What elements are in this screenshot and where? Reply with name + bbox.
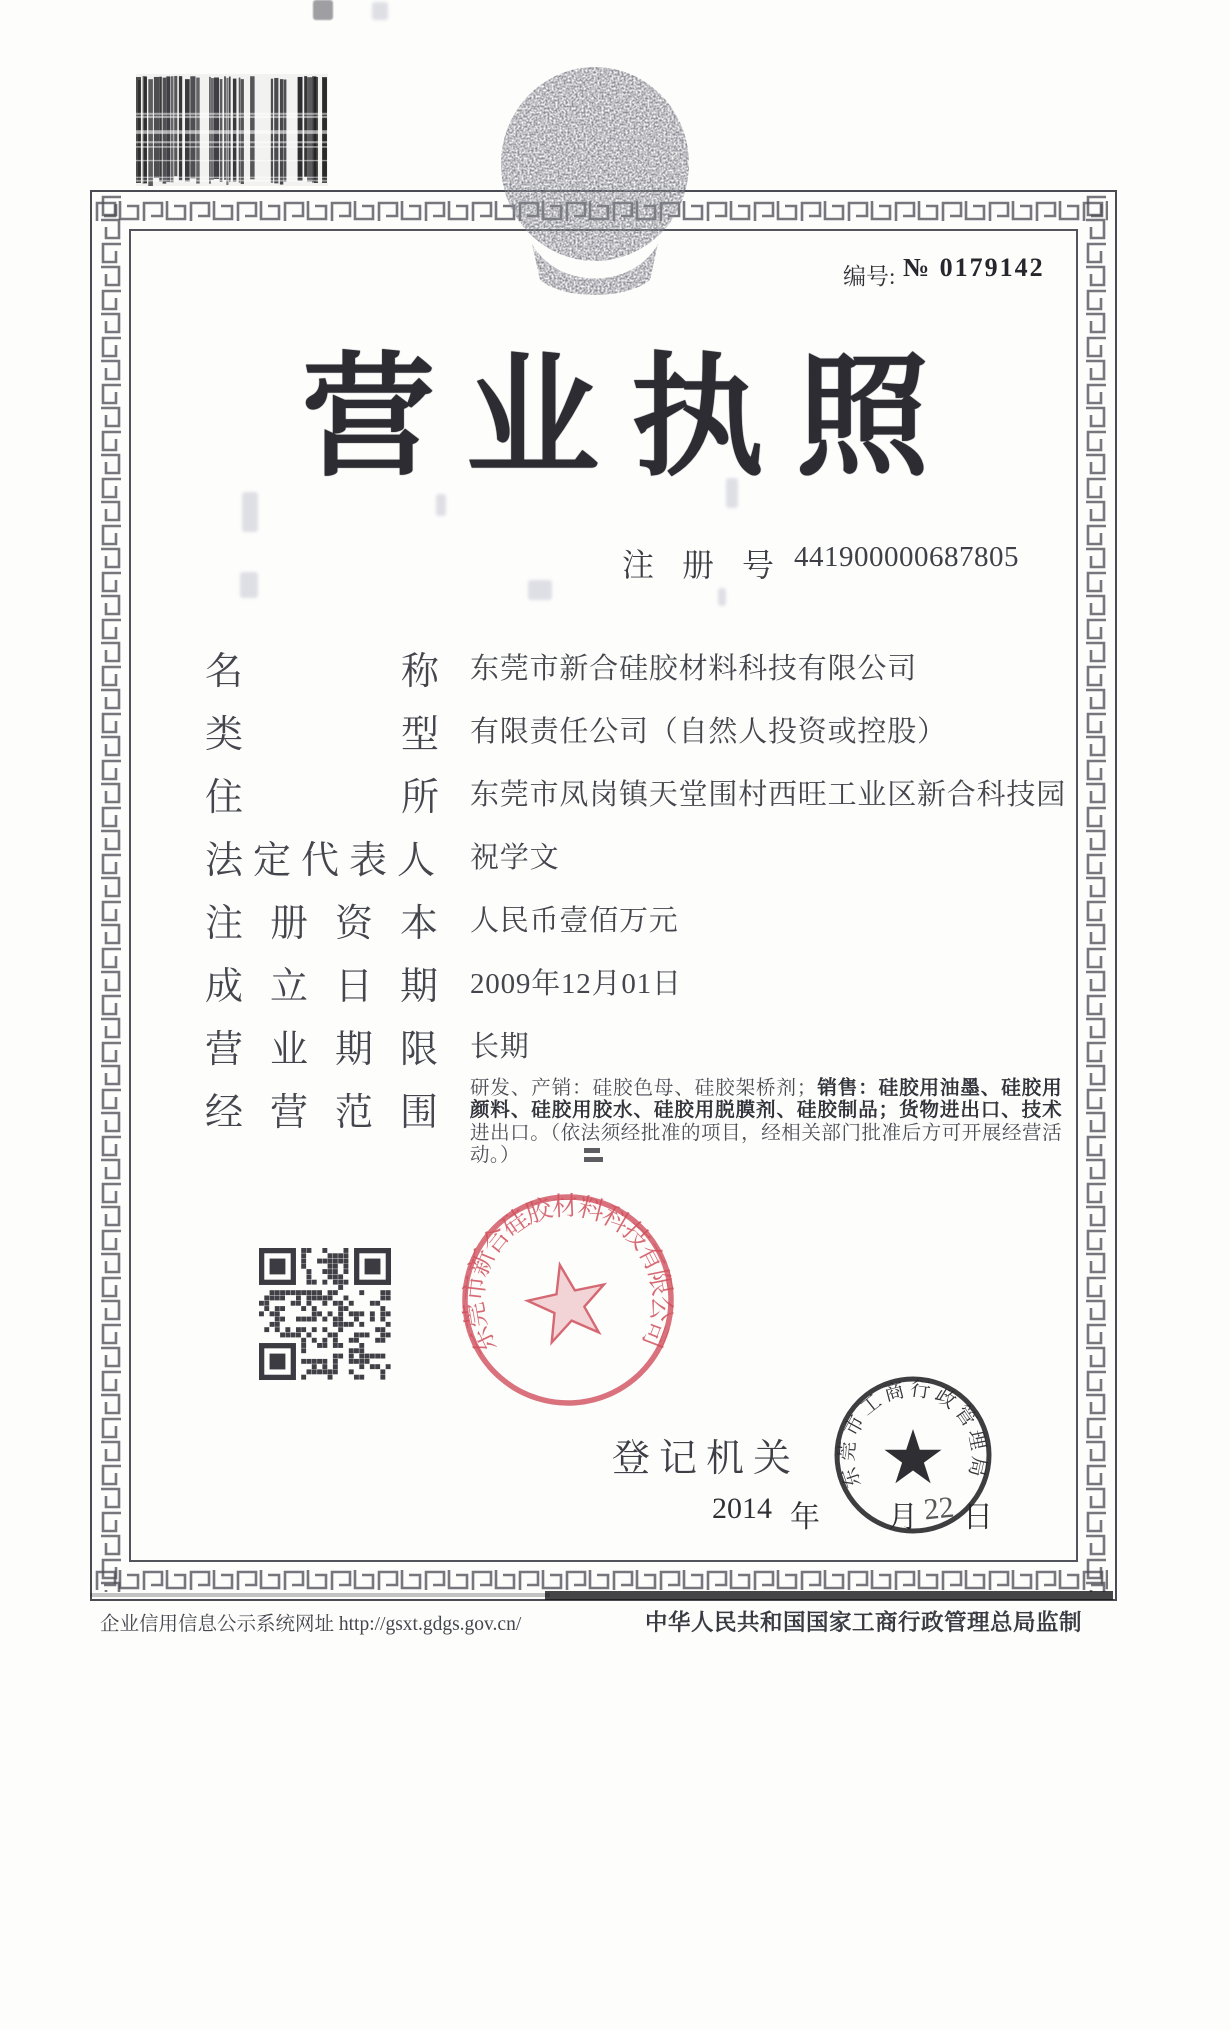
title-char: 营 xyxy=(302,344,435,492)
field-value: 有限责任公司（自然人投资或控股） xyxy=(470,716,947,748)
field-label: 法定代表人 xyxy=(205,840,446,882)
company-seal-text: 东莞市新合硅胶材料科技有限公司 xyxy=(459,1191,677,1359)
field-value: 祝学文 xyxy=(470,842,560,874)
scope-part-bold: 销售：硅胶用油墨、硅胶用颜料、硅胶用胶水、硅胶用脱膜剂、硅胶制品；货物进出口、技术 xyxy=(470,1078,1062,1122)
serial-number: № 0179142 xyxy=(903,253,1045,282)
footer-public-info-url: 企业信用信息公示系统网址 http://gsxt.gdgs.gov.cn/ xyxy=(100,1614,522,1635)
scan-artifact xyxy=(242,492,258,532)
scan-artifact xyxy=(313,0,333,20)
national-emblem-icon xyxy=(498,62,694,302)
scan-artifact xyxy=(726,478,738,508)
scan-artifact xyxy=(545,1591,1113,1600)
field-label: 营业期限 xyxy=(205,1029,466,1071)
date-year: 2014 xyxy=(712,1492,772,1525)
field-value: 人民币壹佰万元 xyxy=(470,905,679,937)
field-value: 长期 xyxy=(470,1031,530,1063)
field-label: 类型 xyxy=(205,714,598,756)
date-month-unit: 月 xyxy=(888,1501,918,1534)
scan-artifact xyxy=(584,1148,600,1153)
field-label: 名称 xyxy=(205,651,598,693)
scan-artifact xyxy=(436,494,446,516)
scan-artifact xyxy=(372,2,388,20)
field-value: 东莞市凤岗镇天堂围村西旺工业区新合科技园 xyxy=(470,779,1067,811)
star-icon xyxy=(525,1262,607,1344)
scope-part: 研发、产销：硅胶色母、硅胶架桥剂； xyxy=(470,1078,817,1099)
registration-number-label: 注册号 xyxy=(622,547,803,583)
barcode xyxy=(136,74,328,186)
company-seal-stamp xyxy=(444,1176,692,1424)
date-day: 22 xyxy=(922,1490,956,1527)
scan-artifact xyxy=(584,1157,603,1162)
field-label: 注册资本 xyxy=(205,903,466,945)
scope-part: 进出口。（依法须经批准的项目，经相关部门批准后方可开展经营活动。） xyxy=(470,1122,1062,1167)
registry-seal-text: 东莞市工商行政管理局 xyxy=(836,1378,990,1491)
scan-artifact xyxy=(528,580,552,600)
qr-code xyxy=(259,1248,391,1380)
business-scope-text xyxy=(470,1078,1062,1168)
footer-issuing-authority: 中华人民共和国国家工商行政管理总局监制 xyxy=(644,1610,1082,1635)
scan-artifact xyxy=(240,572,258,598)
scan-artifact xyxy=(718,588,726,606)
registration-number-value: 441900000687805 xyxy=(794,541,1019,573)
title-char: 照 xyxy=(796,344,929,492)
star-icon xyxy=(885,1429,942,1483)
field-value: 东莞市新合硅胶材料科技有限公司 xyxy=(470,653,918,685)
field-value: 2009年12月01日 xyxy=(470,968,682,1000)
scan-artifact xyxy=(90,1593,550,1597)
field-label: 住所 xyxy=(205,777,598,819)
field-label: 成立日期 xyxy=(205,966,466,1008)
date-year-unit: 年 xyxy=(790,1501,820,1534)
title-char: 业 xyxy=(466,344,599,492)
date-day-unit: 日 xyxy=(963,1501,993,1534)
title-char: 执 xyxy=(631,344,764,492)
field-label: 经营范围 xyxy=(205,1092,466,1134)
registry-authority-label: 登记机关 xyxy=(612,1438,801,1480)
registry-seal-stamp xyxy=(829,1371,997,1539)
serial-label: 编号: xyxy=(843,264,896,289)
